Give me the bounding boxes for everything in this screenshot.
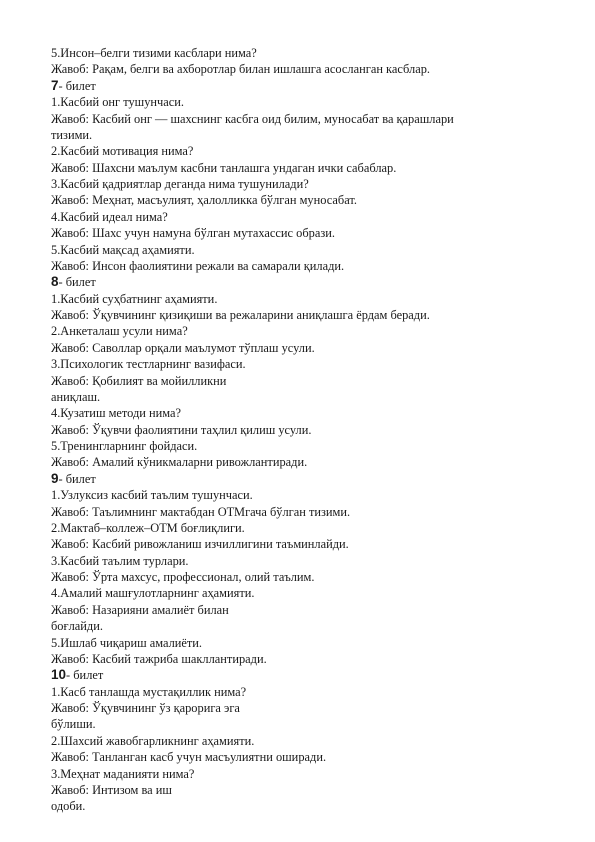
ticket-label: - билет [66, 668, 104, 683]
answer-continuation-line: бўлиши. [51, 717, 96, 732]
answer-line: Жавоб: Амалий кўникмаларни ривожлантиради. [51, 455, 308, 470]
question-line: 2.Анкеталаш усули нима? [51, 324, 188, 339]
ticket-number: 8 [51, 274, 59, 290]
answer-line: Жавоб: Ўрта махсус, профессионал, олий таълим. [51, 570, 315, 584]
answer-line: Жавоб: Рақам, белги ва ахборотлар билан ишлашга асосланган касблар. [51, 62, 430, 77]
answer-continuation-line: боғлайди. [51, 619, 103, 634]
ticket-label: - билет [58, 275, 96, 290]
answer-line: Жавоб: Саволлар орқали маълумот тўплаш усули. [51, 340, 315, 355]
question-line: 5.Инсон–белги тизими касблари нима? [51, 46, 257, 60]
answer-line: Жавоб: Ўқувчининг ўз қарорига эга [51, 701, 240, 715]
answer-line: Жавоб: Ўқувчининг қизиқиши ва режаларини аниқлашга ёрдам беради. [51, 308, 430, 322]
answer-continuation-line: тизими. [51, 127, 93, 142]
question-line: 1.Касбий онг тушунчаси. [51, 95, 184, 110]
ticket-number: 9 [51, 470, 59, 486]
question-line: 3.Меҳнат маданияти нима? [51, 766, 195, 781]
answer-line: Жавоб: Инсон фаолиятини режали ва самарали қилади. [51, 258, 345, 273]
question-line: 3.Касбий қадриятлар деганда нима тушунилади? [51, 177, 309, 191]
answer-line: Жавоб: Касбий тажриба шакллантиради. [51, 651, 267, 666]
answer-continuation-line: аниқлаш. [51, 389, 101, 404]
question-line: 3.Касбий таълим турлари. [51, 553, 189, 568]
question-line: 1.Узлуксиз касбий таълим тушунчаси. [51, 488, 253, 503]
ticket-label: - билет [58, 471, 96, 486]
question-line: 4.Касбий идеал нима? [51, 209, 168, 224]
answer-line: Жавоб: Шахсни маълум касбни танлашга ундаган ички сабаблар. [51, 160, 397, 175]
answer-line: Жавоб: Интизом ва иш [51, 782, 172, 797]
ticket-number: 7 [51, 77, 59, 93]
question-line: 5.Ишлаб чиқариш амалиёти. [51, 635, 203, 650]
question-line: 5.Касбий мақсад аҳамияти. [51, 242, 195, 257]
question-line: 2.Касбий мотивация нима? [51, 144, 194, 159]
ticket-heading [51, 667, 571, 683]
question-line: 1.Касбий суҳбатнинг аҳамияти. [51, 291, 218, 306]
answer-line: Жавоб: Танланган касб учун масъулиятни оширади. [51, 750, 327, 765]
answer-line: Жавоб: Касбий ривожланиш изчиллигини таъминлайди. [51, 537, 349, 552]
question-line: 2.Шахсий жавобгарликнинг аҳамияти. [51, 733, 255, 748]
answer-line: Жавоб: Шахс учун намуна бўлган мутахассис образи. [51, 226, 335, 241]
answer-line: Жавоб: Меҳнат, масъулият, ҳалолликка бўлган муносабат. [51, 193, 357, 208]
ticket-number: 10 [51, 667, 67, 683]
document-body [51, 45, 571, 815]
ticket-heading [51, 274, 571, 290]
question-line: 2.Мактаб–коллеж–ОТМ боғлиқлиги. [51, 520, 245, 535]
question-line: 1.Касб танлашда мустақиллик нима? [51, 684, 247, 699]
ticket-heading [51, 471, 571, 487]
question-line: 3.Психологик тестларнинг вазифаси. [51, 357, 246, 372]
answer-line: Жавоб: Қобилият ва мойилликни [51, 373, 227, 388]
ticket-label: - билет [58, 78, 96, 93]
answer-line: Жавоб: Назарияни амалиёт билан [51, 602, 229, 617]
answer-continuation-line: одоби. [51, 799, 86, 814]
answer-line: Жавоб: Таълимнинг мактабдан ОТМгача бўлган тизими. [51, 504, 351, 519]
question-line: 4.Амалий машғулотларнинг аҳамияти. [51, 586, 255, 601]
question-line: 4.Кузатиш методи нима? [51, 406, 182, 421]
ticket-heading [51, 78, 571, 94]
answer-line: Жавоб: Ўқувчи фаолиятини таҳлил қилиш усули. [51, 422, 312, 437]
question-line: 5.Тренингларнинг фойдаси. [51, 439, 198, 453]
answer-line: Жавоб: Касбий онг — шахснинг касбга оид билим, муносабат ва қарашлари [51, 111, 454, 126]
